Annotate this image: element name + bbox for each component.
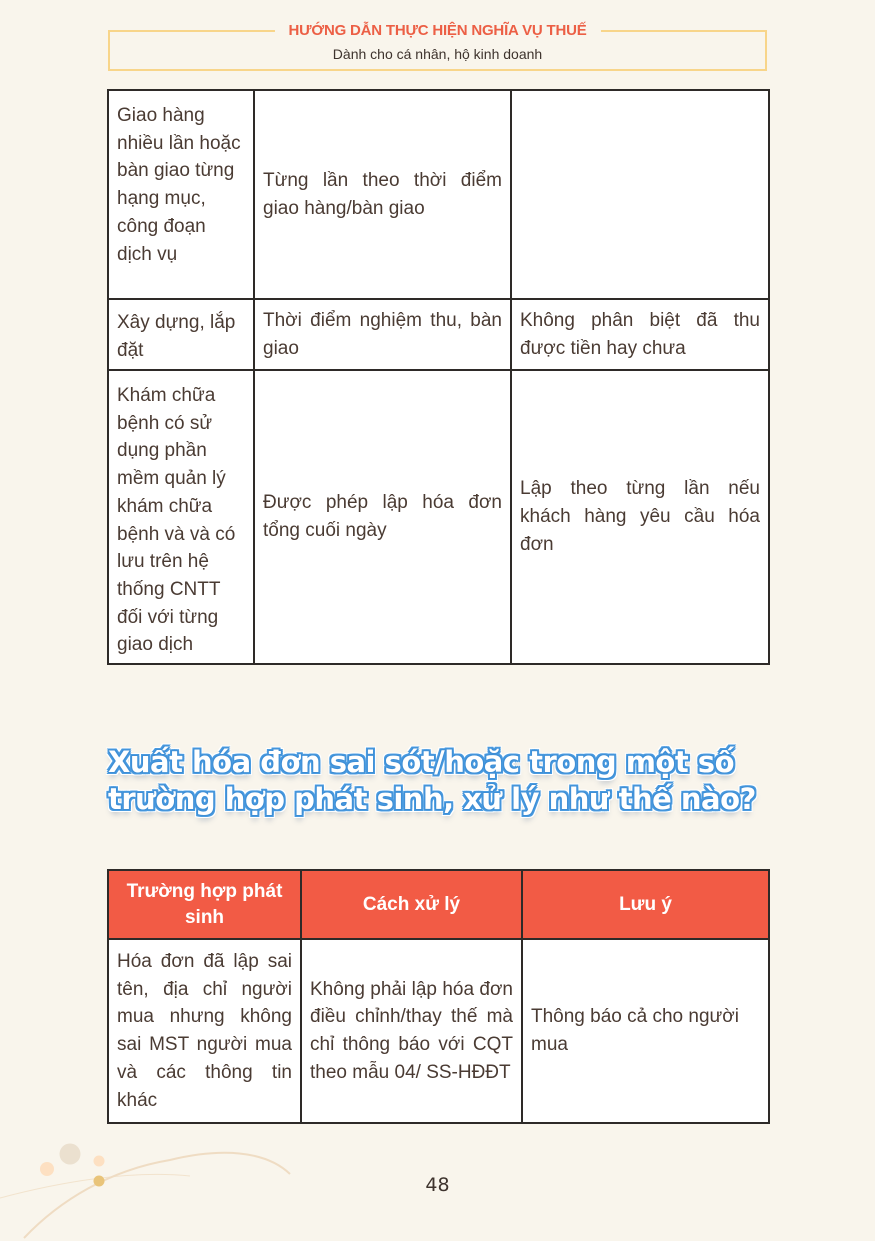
table-cell-case: Khám chữa bệnh có sử dụng phần mềm quản lý khám chữa bệnh và và có lưu trên hệ thống CNTT đối với từng giao dịch	[108, 370, 254, 664]
section-heading: Xuất hóa đơn sai sót/hoặc trong một số trường hợp phát sinh, xử lý như thế nào?	[108, 745, 756, 816]
running-header	[108, 22, 767, 71]
table-cell-timing: Thời điểm nghiệm thu, bàn giao	[254, 299, 511, 370]
table-cell-timing: Được phép lập hóa đơn tổng cuối ngày	[254, 370, 511, 664]
table-row	[108, 939, 769, 1123]
column-header-note: Lưu ý	[522, 870, 769, 939]
table-cell-note	[511, 90, 769, 299]
invoice-timing-table-continued	[107, 89, 770, 665]
table-cell-timing: Từng lần theo thời điểm giao hàng/bàn giao	[254, 90, 511, 299]
column-header-handling: Cách xử lý	[301, 870, 522, 939]
table-cell-case: Xây dựng, lắp đặt	[108, 299, 254, 370]
table-row	[108, 90, 769, 299]
invoice-error-handling-table	[107, 869, 770, 1124]
page-number: 48	[425, 1174, 450, 1196]
table-cell-case: Giao hàng nhiều lần hoặc bàn giao từng hạng mục, công đoạn dịch vụ	[108, 90, 254, 299]
table-cell-note: Thông báo cả cho người mua	[522, 939, 769, 1123]
table-row	[108, 370, 769, 664]
table-cell-note: Lập theo từng lần nếu khách hàng yêu cầu hóa đơn	[511, 370, 769, 664]
table-header-row	[108, 870, 769, 939]
header-subtitle: Dành cho cá nhân, hộ kinh doanh	[332, 46, 543, 62]
table-cell-case: Hóa đơn đã lập sai tên, địa chỉ người mua nhưng không sai MST người mua và các thông tin khác	[108, 939, 301, 1123]
header-title: HƯỚNG DẪN THỰC HIỆN NGHĨA VỤ THUẾ	[274, 22, 600, 39]
table-cell-handling: Không phải lập hóa đơn điều chỉnh/thay thế mà chỉ thông báo với CQT theo mẫu 04/ SS-HĐĐT	[301, 939, 522, 1123]
column-header-case: Trường hợp phát sinh	[108, 870, 301, 939]
table-cell-note: Không phân biệt đã thu được tiền hay chưa	[511, 299, 769, 370]
table-row	[108, 299, 769, 370]
